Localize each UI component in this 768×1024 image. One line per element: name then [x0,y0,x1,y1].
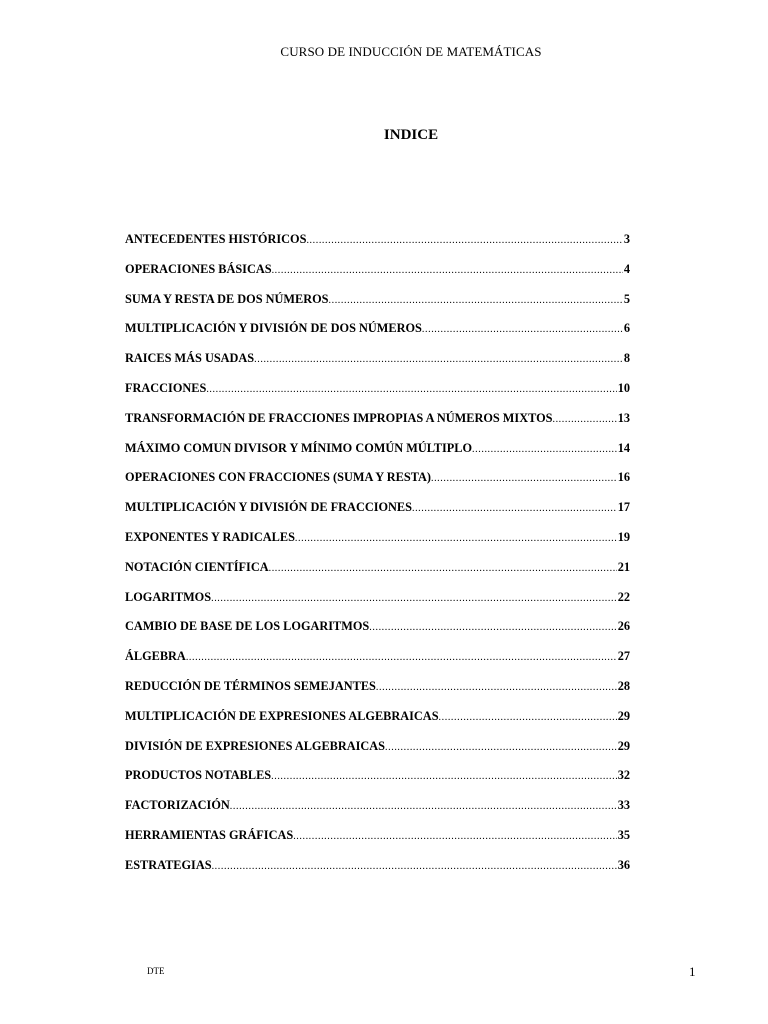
toc-entry-page: 29 [617,708,630,723]
toc-entry-page: 14 [617,440,630,455]
toc-dot-leader [230,801,617,812]
toc-dot-leader [431,473,617,484]
toc-entry [125,351,630,381]
toc-entry [125,500,630,530]
toc-dot-leader [254,354,623,365]
toc-entry [125,321,630,351]
toc-entry-label: MULTIPLICACIÓN Y DIVISIÓN DE DOS NÚMEROS [125,321,422,336]
page-title: INDICE [383,127,439,143]
footer-label: DTE [147,966,165,976]
toc-entry-page: 19 [617,529,630,544]
toc-entry-page: 32 [617,768,630,783]
toc-entry [125,470,630,500]
toc-entry-page: 6 [623,321,630,336]
toc-dot-leader [295,533,617,544]
toc-entry-label: EXPONENTES Y RADICALES [125,529,295,544]
toc-dot-leader [412,503,617,514]
toc-entry-label: OPERACIONES CON FRACCIONES (SUMA Y RESTA) [125,470,431,485]
toc-entry [125,262,630,292]
toc-entry-label: MULTIPLICACIÓN Y DIVISIÓN DE FRACCIONES [125,500,412,515]
table-of-contents [125,232,630,888]
toc-dot-leader [271,771,617,782]
toc-entry [125,590,630,620]
toc-dot-leader [439,712,617,723]
toc-entry [125,441,630,471]
toc-entry-page: 35 [617,827,630,842]
toc-entry-label: ESTRATEGIAS [125,857,212,872]
toc-dot-leader [369,622,616,633]
toc-entry-label: PRODUCTOS NOTABLES [125,768,272,783]
toc-entry-label: DIVISIÓN DE EXPRESIONES ALGEBRAICAS [125,738,386,753]
toc-dot-leader [472,444,617,455]
toc-entry [125,739,630,769]
toc-entry-label: TRANSFORMACIÓN DE FRACCIONES IMPROPIAS A NÚMEROS MIXTOS [125,410,553,425]
toc-dot-leader [385,742,617,753]
toc-dot-leader [206,384,616,395]
toc-entry-page: 13 [617,410,630,425]
toc-entry [125,232,630,262]
toc-entry-label: ANTECEDENTES HISTÓRICOS [125,232,307,246]
toc-entry-page: 17 [617,500,630,515]
toc-entry-label: LOGARITMOS [125,589,212,604]
toc-entry-label: RAICES MÁS USADAS [125,351,255,366]
toc-dot-leader [306,235,622,246]
toc-entry-page: 16 [617,470,630,485]
toc-dot-leader [552,414,616,425]
toc-dot-leader [211,593,617,604]
toc-dot-leader [272,265,623,276]
toc-entry-page: 33 [617,798,630,813]
toc-entry-label: MÁXIMO COMUN DIVISOR Y MÍNIMO COMÚN MÚLTIPLO [125,440,473,455]
page-number: 1 [689,964,696,979]
toc-entry-page: 8 [623,351,630,366]
toc-entry-page: 21 [617,559,630,574]
toc-dot-leader [269,563,617,574]
toc-dot-leader [329,295,623,306]
toc-entry-page: 4 [623,261,630,276]
toc-entry-label: HERRAMIENTAS GRÁFICAS [125,827,294,842]
toc-entry-label: OPERACIONES BÁSICAS [125,261,272,276]
toc-entry [125,530,630,560]
toc-dot-leader [186,652,617,663]
toc-entry-label: REDUCCIÓN DE TÉRMINOS SEMEJANTES [125,678,376,693]
toc-entry [125,768,630,798]
toc-entry [125,679,630,709]
toc-entry [125,292,630,322]
toc-entry-page: 3 [623,232,630,246]
toc-dot-leader [422,324,623,335]
toc-dot-leader [293,831,617,842]
toc-entry-page: 22 [617,589,630,604]
toc-entry [125,560,630,590]
toc-entry-label: ÁLGEBRA [125,649,186,664]
toc-entry-label: SUMA Y RESTA DE DOS NÚMEROS [125,291,329,306]
toc-entry [125,709,630,739]
toc-entry-page: 29 [617,738,630,753]
toc-dot-leader [212,861,617,872]
toc-entry [125,649,630,679]
toc-entry [125,828,630,858]
toc-entry-label: FRACCIONES [125,380,207,395]
toc-dot-leader [376,682,617,693]
toc-entry-page: 28 [617,678,630,693]
toc-entry-label: CAMBIO DE BASE DE LOS LOGARITMOS [125,619,370,634]
toc-entry-label: MULTIPLICACIÓN DE EXPRESIONES ALGEBRAICAS [125,708,439,723]
toc-entry [125,798,630,828]
toc-entry-label: NOTACIÓN CIENTÍFICA [125,559,269,574]
toc-entry-page: 26 [617,619,630,634]
toc-entry [125,858,630,888]
toc-entry [125,619,630,649]
toc-entry [125,381,630,411]
toc-entry-page: 5 [623,291,630,306]
toc-entry [125,411,630,441]
toc-entry-page: 27 [617,649,630,664]
toc-entry-page: 36 [617,857,630,872]
toc-entry-label: FACTORIZACIÓN [125,798,230,813]
page-header: CURSO DE INDUCCIÓN DE MATEMÁTICAS [280,44,542,59]
toc-entry-page: 10 [617,380,630,395]
